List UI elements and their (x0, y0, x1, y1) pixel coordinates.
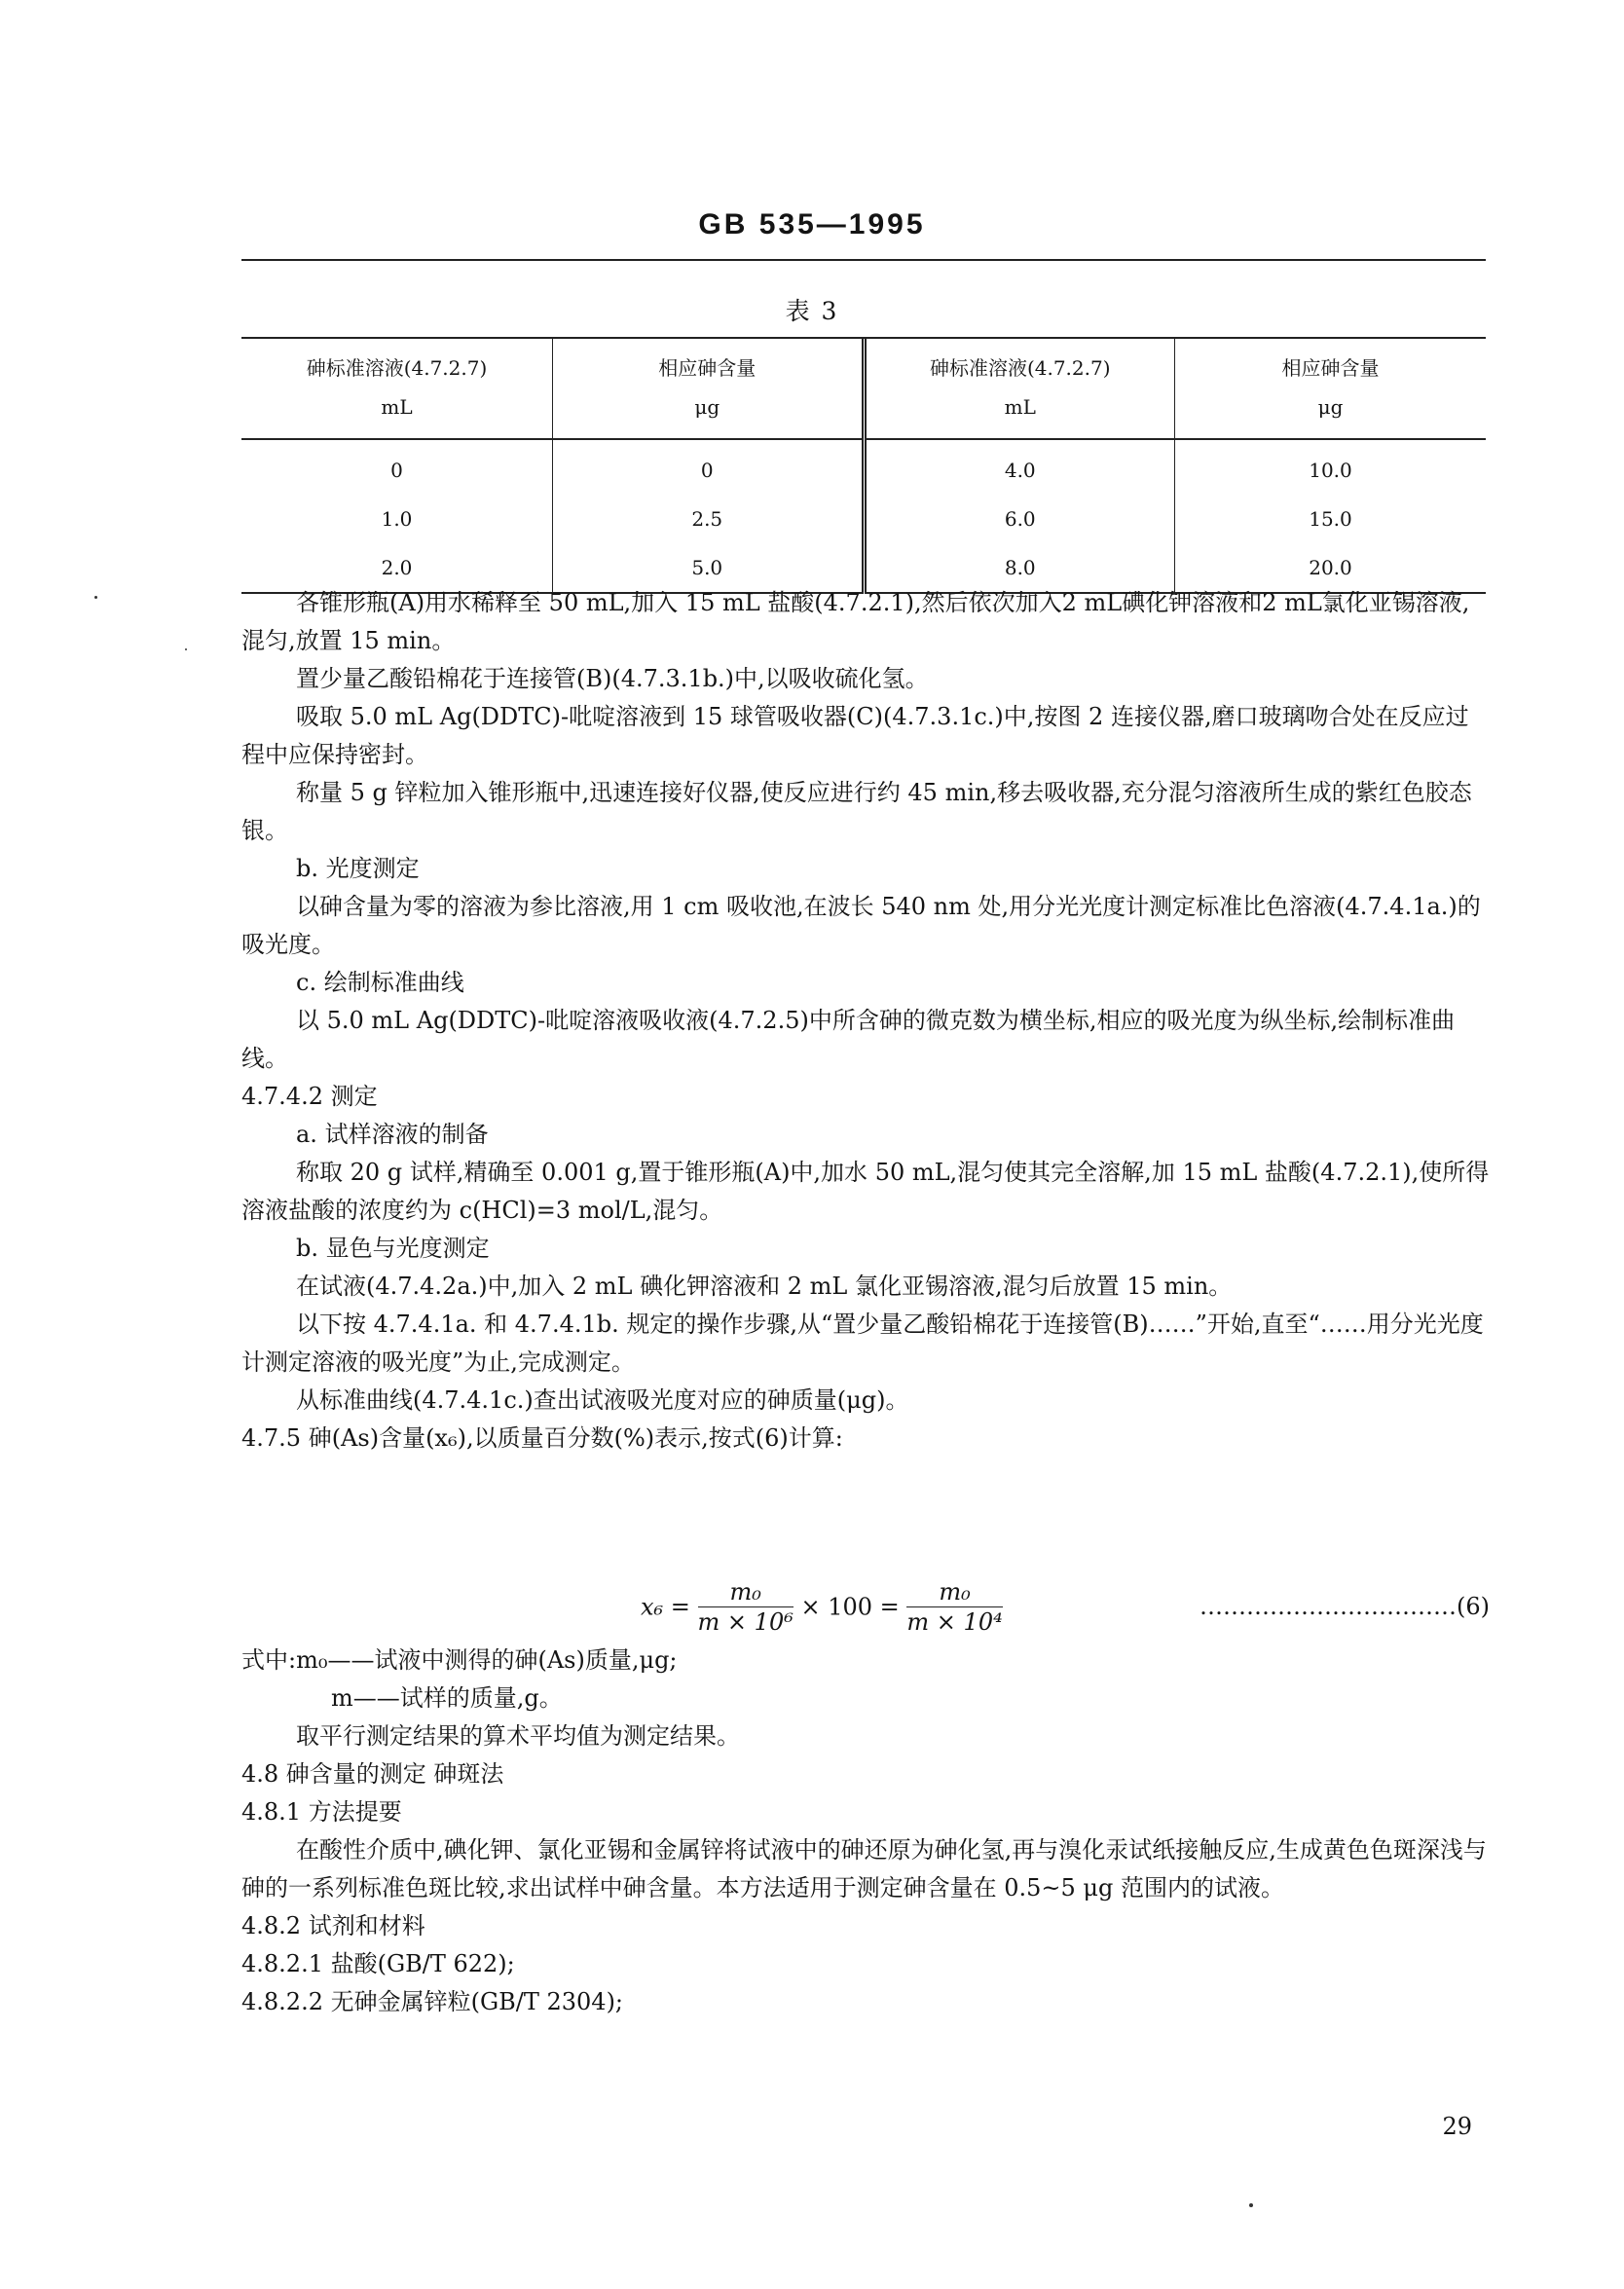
scan-speck (185, 648, 187, 650)
document-header: GB 535—1995 (698, 208, 926, 240)
formula-mid: × 100 = (800, 1593, 900, 1621)
table-row (241, 495, 1486, 543)
paragraph: 置少量乙酸铅棉花于连接管(B)(4.7.3.1b.)中,以吸收硫化氢。 (296, 665, 929, 692)
table-caption: 表 3 (785, 297, 839, 325)
paragraph: 各锥形瓶(A)用水稀释至 50 mL,加入 15 mL 盐酸(4.7.2.1),然后依次加入2 mL碘化钾溶液和2 mL氯化亚锡溶液,混匀,放置 15 min。 (241, 589, 1470, 654)
table-row (241, 439, 1486, 495)
table-cell: 8.0 (864, 543, 1175, 593)
paragraph: 在试液(4.7.4.2a.)中,加入 2 mL 碘化钾溶液和 2 mL 氯化亚锡溶液,混匀后放置 15 min。 (296, 1273, 1233, 1300)
col-header-2: 相应砷含量 μg (553, 337, 865, 439)
formula-fraction-1: $\frac{\text{m₀}}{\text{m × 10⁶}}$ (697, 1578, 794, 1636)
formula-legend: m——试样的质量,g。 (331, 1684, 563, 1712)
table-cell: 4.0 (864, 439, 1175, 495)
section-heading: 4.8 砷含量的测定 砷斑法 (241, 1760, 504, 1788)
col-header-4: 相应砷含量 μg (1175, 337, 1487, 439)
paragraph: 以砷含量为零的溶液为参比溶液,用 1 cm 吸收池,在波长 540 nm 处,用分光光度计测定标准比色溶液(4.7.4.1a.)的吸光度。 (241, 893, 1481, 958)
paragraph: 称取 20 g 试样,精确至 0.001 g,置于锥形瓶(A)中,加水 50 mL,混匀使其完全溶解,加 15 mL 盐酸(4.7.2.1),使所得溶液盐酸的浓度约为 c(HCl)=3 mol/L,混匀。 (241, 1159, 1490, 1224)
section-heading: 4.8.1 方法提要 (241, 1798, 402, 1826)
formula-fraction-2: $\frac{\text{m₀}}{\text{m × 10⁴}}$ (906, 1578, 1003, 1636)
page-number: 29 (1442, 2113, 1472, 2140)
subheading: b. 光度测定 (296, 855, 420, 882)
scan-speck (94, 596, 97, 599)
paragraph: 以下按 4.7.4.1a. 和 4.7.4.1b. 规定的操作步骤,从“置少量乙酸铅棉花于连接管(B)……”开始,直至“……用分光光度计测定溶液的吸光度”为止,完成测定。 (241, 1311, 1484, 1376)
formula-number: ……………………………(6) (1200, 1593, 1490, 1620)
table-cell: 1.0 (241, 495, 553, 543)
paragraph: 吸取 5.0 mL Ag(DDTC)-吡啶溶液到 15 球管吸收器(C)(4.7.3.1c.)中,按图 2 连接仪器,磨口玻璃吻合处在反应过程中应保持密封。 (241, 703, 1469, 768)
table-cell: 2.5 (553, 495, 865, 543)
body-block-2 (241, 1642, 1490, 2021)
table-cell: 5.0 (553, 543, 865, 593)
table-cell: 0 (241, 439, 553, 495)
section-heading: 4.7.5 砷(As)含量(x₆),以质量百分数(%)表示,按式(6)计算: (241, 1424, 843, 1452)
subheading: a. 试样溶液的制备 (296, 1121, 489, 1148)
paragraph: 以 5.0 mL Ag(DDTC)-吡啶溶液吸收液(4.7.2.5)中所含砷的微克数为横坐标,相应的吸光度为纵坐标,绘制标准曲线。 (241, 1007, 1456, 1072)
table-cell: 10.0 (1309, 459, 1352, 482)
formula-6 (241, 1569, 1490, 1647)
section-heading: 4.8.2 试剂和材料 (241, 1912, 425, 1939)
paragraph: 在酸性介质中,碘化钾、氯化亚锡和金属锌将试液中的砷还原为砷化氢,再与溴化汞试纸接触反应,生成黄色色斑深浅与砷的一系列标准色斑比较,求出试样中砷含量。本方法适用于测定砷含量在 0.5~5 μg 范围内的试液。 (241, 1836, 1487, 1901)
header-rule (241, 259, 1486, 261)
list-item: 4.8.2.1 盐酸(GB/T 622); (241, 1950, 515, 1977)
paragraph: 取平行测定结果的算术平均值为测定结果。 (296, 1722, 740, 1750)
table-cell: 15.0 (1309, 507, 1352, 531)
table-cell: 20.0 (1175, 543, 1487, 593)
list-item: 4.8.2.2 无砷金属锌粒(GB/T 2304); (241, 1988, 624, 2015)
paragraph: 称量 5 g 锌粒加入锥形瓶中,迅速连接好仪器,使反应进行约 45 min,移去吸收器,充分混匀溶液所生成的紫红色胶态银。 (241, 779, 1472, 844)
col-header-1: 砷标准溶液(4.7.2.7) mL (241, 337, 553, 439)
subheading: c. 绘制标准曲线 (296, 969, 464, 996)
section-heading: 4.7.4.2 测定 (241, 1083, 378, 1110)
scan-speck (1249, 2203, 1253, 2207)
col-header-3: 砷标准溶液(4.7.2.7) mL (864, 337, 1175, 439)
table-cell: 6.0 (864, 495, 1175, 543)
body-block-1 (241, 584, 1490, 1458)
table-header-row (241, 337, 1486, 439)
table-cell: 0 (553, 439, 865, 495)
table-3 (241, 337, 1486, 594)
formula-lhs: x₆ = (641, 1593, 690, 1621)
formula-legend: 式中:m₀——试液中测得的砷(As)质量,μg; (241, 1646, 678, 1674)
subheading: b. 显色与光度测定 (296, 1235, 490, 1262)
table-cell: 2.0 (241, 543, 553, 593)
paragraph: 从标准曲线(4.7.4.1c.)查出试液吸光度对应的砷质量(μg)。 (296, 1386, 909, 1414)
